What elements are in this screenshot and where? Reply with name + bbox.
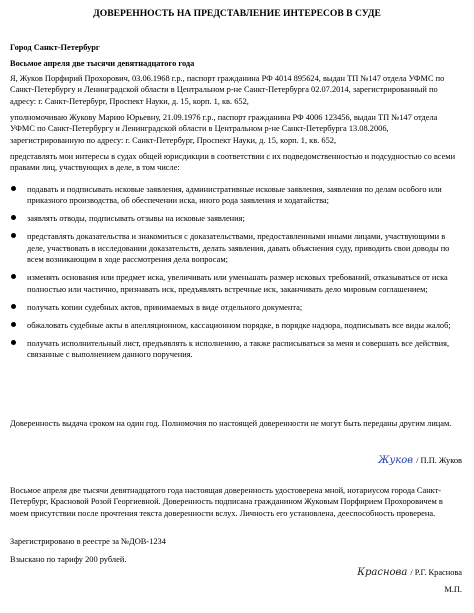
- bullet-icon: [11, 274, 16, 279]
- notary-paragraph: Восьмое апреля две тысячи девятнадцатого года настоящая доверенность удостоверена мной, нотариусом города Санкт-Петербург, Красновой Розой Георгиевной. Доверенность подписана гражданином Жуковым Порфирием Прохоровичем в моем присутствии после прочтения текста доверенности вслух. Личность его установлена, дееспособность проверена.: [10, 486, 443, 518]
- city-line: Город Санкт-Петербург: [10, 43, 100, 52]
- bullet-icon: [11, 304, 16, 309]
- bullet-icon: [11, 322, 16, 327]
- list-item: подавать и подписывать исковые заявления, административные исковые заявления, заявления по делам особого или приказного производства, об обеспечении иска, иного рода заявления и ходатайства;: [10, 184, 462, 207]
- list-item: обжаловать судебные акты в апелляционном, кассационном порядке, в порядке надзора, подписывать все виды жалоб;: [10, 320, 462, 331]
- bullet-icon: [11, 215, 16, 220]
- bullet-icon: [11, 186, 16, 191]
- principal-handwritten-signature: Жуков: [378, 455, 414, 466]
- list-item: заявлять отводы, подписывать отзывы на исковые заявления;: [10, 213, 462, 224]
- notary-handwritten-signature: Краснова: [357, 567, 408, 578]
- registry-line: Зарегистрировано в реестре за №ДОВ-1234: [10, 537, 166, 546]
- principal-signature: [378, 455, 462, 466]
- seal-mark: М.П.: [444, 585, 462, 594]
- bullet-icon: [11, 340, 16, 345]
- validity-paragraph: Доверенность выдача сроком на один год. Полномочия по настоящей доверенности не могут быть переданы другим лицам.: [10, 419, 452, 428]
- list-item: получать исполнительный лист, предъявлять к исполнению, а также расписываться за меня и совершать все действия, связанные с выполнением данного поручения.: [10, 338, 462, 361]
- attorney-paragraph: уполномочиваю Жукову Марию Юрьевну, 21.09.1976 г.р., паспорт гражданина РФ 4006 123456, выдан ТП №147 отдела УФМС по Санкт-Петербургу и Ленинградской области в Центральном р-не Санкт-Петербурга 13.08.2006, зарегистрированную по адресу: г. Санкт-Петербург, Проспект Науки, д. 15, корп. 1, кв. 652,: [10, 113, 438, 145]
- document-title: ДОВЕРЕННОСТЬ НА ПРЕДСТАВЛЕНИЕ ИНТЕРЕСОВ В СУДЕ: [93, 8, 381, 19]
- notary-signature: [357, 567, 462, 578]
- fee-line: Взыскано по тарифу 200 рублей.: [10, 555, 127, 564]
- powers-intro-paragraph: представлять мои интересы в судах общей юрисдикции в соответствии с их подведомственностью и подсудностью со всеми правами лиц, участвующих в деле, в том числе:: [10, 152, 456, 173]
- notary-printed-name: / Р.Г. Краснова: [410, 568, 462, 577]
- list-item: изменять основания или предмет иска, увеличивать или уменьшать размер исковых требований, отказываться от иска полностью или частично, признавать иск, предъявлять встречные иск, заканчивать дело мировым соглашением;: [10, 272, 462, 295]
- list-item: представлять доказательства и знакомиться с доказательствами, предоставленными иными лицами, участвующими в деле, участвовать в исследовании доказательств, делать заявления, давать объяснения суду, приводить свои доводы по всем возникающим в ходе рассмотрения дела вопросам;: [10, 231, 462, 265]
- powers-list: [10, 184, 462, 367]
- principal-printed-name: / П.П. Жуков: [416, 456, 462, 465]
- date-line: Восьмое апреля две тысячи девятнадцатого года: [10, 59, 195, 68]
- bullet-icon: [11, 233, 16, 238]
- principal-paragraph: Я, Жуков Порфирий Прохорович, 03.06.1968 г.р., паспорт гражданина РФ 4014 895624, выдан ТП №147 отдела УФМС по Санкт-Петербургу и Ленинградской области в Центральном р-не Санкт-Петербурга 02.07.2014, зарегистрированный по адресу: г. Санкт-Петербург, Проспект Науки, д. 15, корп. 1, кв. 652,: [10, 74, 445, 106]
- list-item: получать копии судебных актов, принимаемых в виде отдельного документа;: [10, 302, 462, 313]
